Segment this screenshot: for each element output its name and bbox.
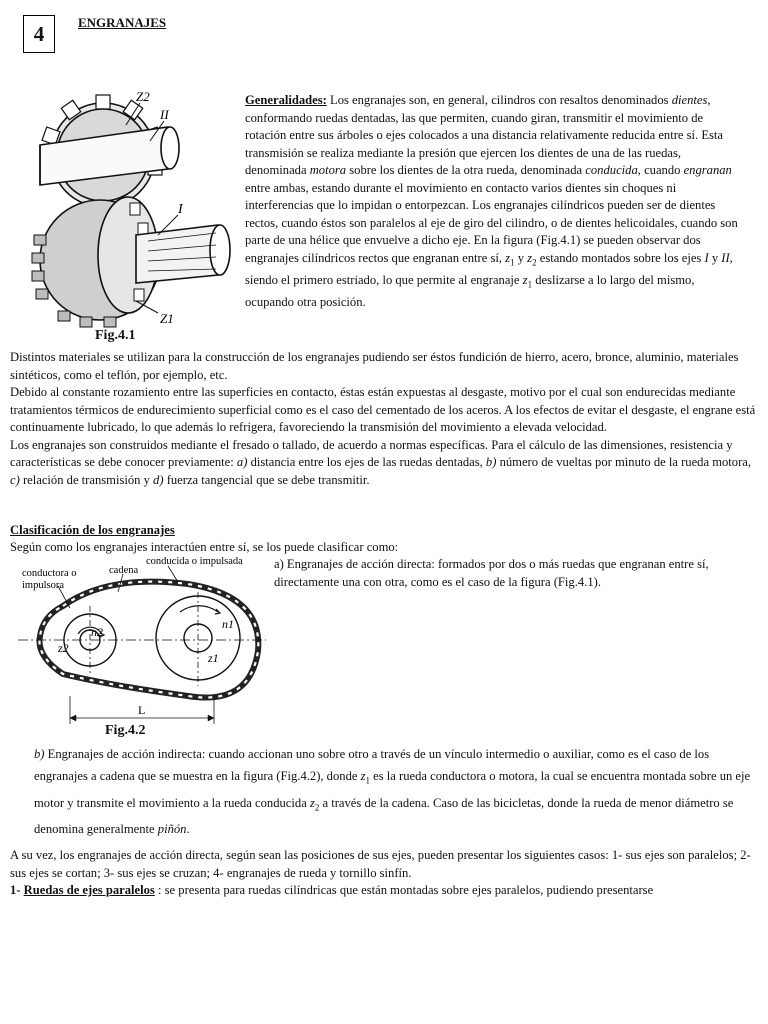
- chapter-number: 4: [33, 22, 45, 46]
- intro-paragraph: Generalidades: Los engranajes son, en general, cilindros con resaltos denominados dientes, conformando ruedas dentadas, las que permiten, cuando giran, transmitir el movimiento de rotación entre sus árboles o ejes colocados a una distancia relativamente reducida entre sí. Esta transmisión se realiza mediante la presión que ejercen los dientes de una de las ruedas, denominada motora sobre los dientes de la otra rueda, denominada conducida, cuando engranan entre ambas, estando durante el movimiento en contacto varios dientes sin choques ni interferencias que lo impidan o entorpezcan. Los engranajes cilíndricos pueden ser de dientes rectos, cuando éstos son paralelos al eje de giro del cilindro, o de dientes helicoidales, cuando son parte de una hélice que envuelve a dicho eje. En la figura (Fig.4.1) se pueden observar dos engranajes cilíndricos rectos que engranan entre sí, $z_1$ y $z_2$ estando montados sobre los ejes I y II, siendo el primero estriado, lo que permite al engranaje $z_1$ deslizarse a lo largo del mismo, ocupando otra posición.: [245, 93, 738, 309]
- construction-paragraph: Los engranajes son construidos mediante el fresado o tallado, de acuerdo a normas específicas. Para el cálculo de las dimensiones, resistencia y características se debe conocer previamente: a) distancia entre los ejes de las ruedas dentadas, b) número de vueltas por minuto de la rueda motora, c) relación de transmisión y d) fuerza tangencial que se debe transmitir.: [10, 437, 752, 487]
- fig41-label-i: I: [178, 202, 183, 217]
- classification-heading: Clasificación de los engranajes: [10, 523, 175, 537]
- classification-intro: Según como los engranajes interactúen entre sí, se los puede clasificar como:: [10, 540, 399, 554]
- case-1-line: 1- Ruedas de ejes paralelos : se presenta para ruedas cilíndricas que están montadas sobre ejes paralelos, pudiendo presentarse: [10, 883, 654, 897]
- figure-4-1-gears: [18, 85, 240, 347]
- fig42-label-driven: conducida o impulsada: [146, 556, 243, 567]
- materials-paragraph: Distintos materiales se utilizan para la construcción de los engranajes pudiendo ser éstos fundición de hierro, acero, bronce, aluminio, materiales sintéticos, como el teflón, por ejemplo, etc.: [10, 350, 739, 382]
- fig42-label-z2: z2: [58, 641, 69, 655]
- fig41-label-z2: Z2: [136, 89, 150, 104]
- body-text: [10, 349, 762, 489]
- fig-4-1-caption: Fig.4.1: [95, 328, 136, 343]
- direct-action-text: a) Engranajes de acción directa: formados por dos o más ruedas que engranan entre sí, directamente una con otra, como es el caso de la figura (Fig.4.1).: [274, 557, 709, 589]
- fig42-label-chain: cadena: [109, 565, 139, 576]
- fig41-label-z1: Z1: [160, 311, 174, 326]
- fig42-label-driver-1: conductora o: [22, 568, 77, 579]
- cases-intro: A su vez, los engranajes de acción directa, según sean las posiciones de sus ejes, pueden presentar los siguientes casos: 1- sus ejes son paralelos; 2- sus ejes se cortan; 3- sus ejes se cruzan; 4- engranajes de rueda y tornillo sinfín.: [10, 848, 751, 880]
- intro-heading: Generalidades:: [245, 93, 327, 107]
- case-1-title: Ruedas de ejes paralelos: [23, 883, 155, 897]
- cases-paragraph: [10, 847, 762, 900]
- fig42-label-z1: z1: [208, 651, 219, 665]
- chapter-number-box: [23, 15, 55, 53]
- chapter-title: ENGRANAJES: [78, 15, 167, 30]
- indirect-action-paragraph: b) Engranajes de acción indirecta: cuando accionan uno sobre otro a través de un vínculo intermedio o auxiliar, como es el caso de los engranajes a cadena que se muestra en la figura (Fig.4.2), donde $z_1$ es la rueda conductora o motora, la cual se encuentra montada sobre un eje motor y transmite el movimiento a la rueda conducida $z_2$ a través de la cadena. Caso de las bicicletas, donde la rueda de menor diámetro se denomina generalmente piñón.: [34, 747, 751, 837]
- fig42-label-l: L: [138, 703, 146, 717]
- fig42-label-driver-2: impulsora: [22, 580, 64, 591]
- fig42-label-n1: n1: [222, 617, 234, 631]
- wear-paragraph: Debido al constante rozamiento entre las superficies en contacto, éstas están expuestas al desgaste, motivo por el cual son endurecidas mediante tratamientos térmicos de endurecimiento superficial como es el caso del cementado de los aceros. A los efectos de evitar el desgaste, el engrane está continuamente lubricado, lo que además lo refrigera, favoreciendo la transmisión del movimiento a elevada velocidad.: [10, 385, 756, 434]
- figure-4-2-chain-drive: [18, 556, 268, 731]
- fig41-label-ii: II: [160, 107, 169, 122]
- fig42-label-n2: n2: [91, 625, 103, 639]
- fig-4-2-caption: Fig.4.2: [105, 723, 146, 738]
